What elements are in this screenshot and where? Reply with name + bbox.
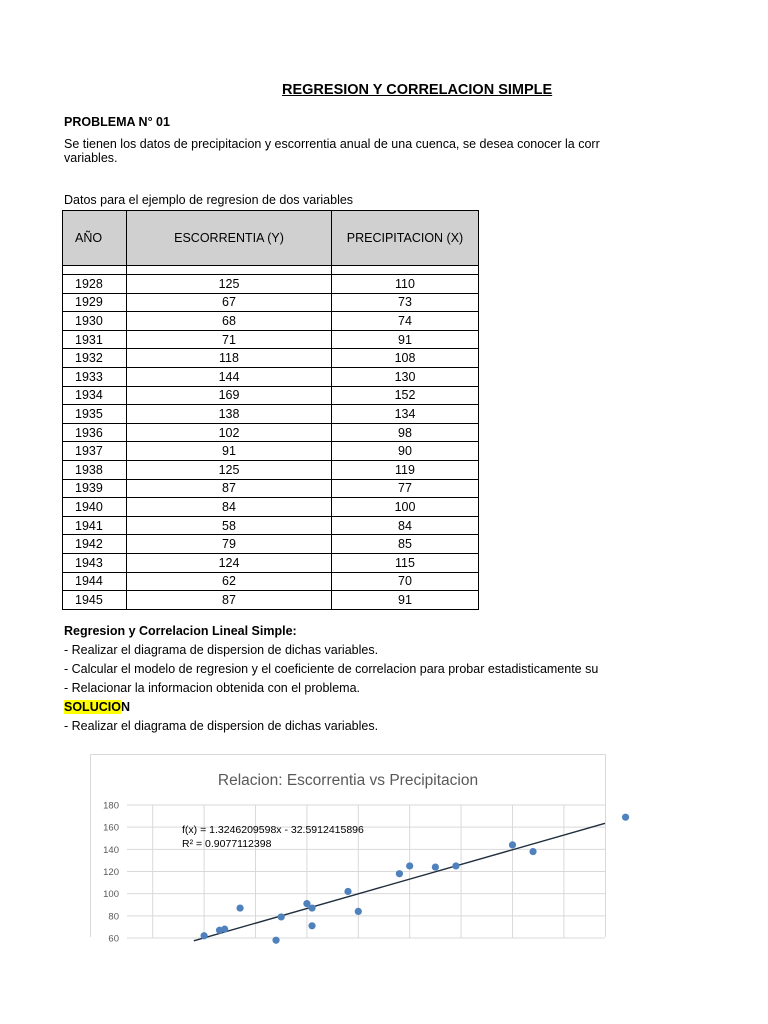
year-cell: 1942: [63, 535, 127, 554]
escorrentia-cell: 87: [127, 479, 332, 498]
task-item: - Calcular el modelo de regresion y el coeficiente de correlacion para probar estadisticamente su: [64, 662, 599, 676]
precipitacion-cell: 134: [332, 405, 479, 424]
scatter-point: [355, 908, 362, 915]
y-tick-label: 160: [103, 822, 119, 834]
scatter-point: [236, 904, 243, 911]
trendline-equation: f(x) = 1.3246209598x - 32.5912415896: [182, 824, 364, 836]
scatter-point: [272, 937, 279, 944]
precipitacion-cell: 90: [332, 442, 479, 461]
spacer-cell: [332, 266, 479, 275]
precipitacion-cell: 152: [332, 386, 479, 405]
escorrentia-cell: 91: [127, 442, 332, 461]
escorrentia-cell: 68: [127, 312, 332, 331]
y-tick-label: 140: [103, 844, 119, 856]
solution-highlight: SOLUCIO: [64, 700, 121, 714]
precipitacion-cell: 85: [332, 535, 479, 554]
table-row: [63, 535, 479, 554]
spacer-cell: [63, 266, 127, 275]
year-cell: 1941: [63, 516, 127, 535]
precipitacion-cell: 98: [332, 423, 479, 442]
year-cell: 1937: [63, 442, 127, 461]
year-cell: 1936: [63, 423, 127, 442]
precipitacion-cell: 84: [332, 516, 479, 535]
table-row: [63, 442, 479, 461]
table-row: [63, 405, 479, 424]
precipitacion-cell: 115: [332, 553, 479, 572]
table-caption: Datos para el ejemplo de regresion de dos variables: [64, 193, 354, 207]
precipitacion-cell: 74: [332, 312, 479, 331]
table-row: [63, 312, 479, 331]
scatter-point: [406, 862, 413, 869]
precipitacion-cell: 130: [332, 367, 479, 386]
year-cell: 1944: [63, 572, 127, 591]
y-tick-label: 100: [103, 889, 119, 901]
table-spacer-row: [63, 266, 479, 275]
precipitacion-cell: 108: [332, 349, 479, 368]
escorrentia-cell: 124: [127, 553, 332, 572]
y-tick-label: 180: [103, 800, 119, 812]
year-cell: 1930: [63, 312, 127, 331]
escorrentia-cell: 144: [127, 367, 332, 386]
tasks-heading: Regresion y Correlacion Lineal Simple:: [64, 624, 297, 638]
table-row: [63, 275, 479, 294]
header-escorrentia: ESCORRENTIA (Y): [127, 211, 332, 266]
year-cell: 1932: [63, 349, 127, 368]
table-row: [63, 553, 479, 572]
scatter-chart-svg: [91, 755, 605, 945]
header-precipitacion: PRECIPITACION (X): [332, 211, 479, 266]
year-cell: 1929: [63, 293, 127, 312]
scatter-point: [278, 913, 285, 920]
escorrentia-cell: 58: [127, 516, 332, 535]
precipitacion-cell: 119: [332, 460, 479, 479]
scatter-point: [221, 926, 228, 933]
precipitacion-cell: 70: [332, 572, 479, 591]
year-cell: 1928: [63, 275, 127, 294]
task-item: - Realizar el diagrama de dispersion de dichas variables.: [64, 643, 379, 657]
precipitacion-cell: 73: [332, 293, 479, 312]
data-table: [62, 210, 479, 610]
year-cell: 1933: [63, 367, 127, 386]
problem-statement: [64, 137, 604, 165]
escorrentia-cell: 125: [127, 460, 332, 479]
y-tick-label: 120: [103, 867, 119, 878]
table-header-row: [63, 211, 479, 266]
scatter-point: [200, 932, 207, 939]
r-squared-label: R² = 0.9077112398: [182, 838, 272, 850]
tasks-section: [64, 622, 604, 736]
table-row: [63, 423, 479, 442]
document-title: REGRESION Y CORRELACION SIMPLE: [282, 82, 553, 98]
scatter-point: [308, 922, 315, 929]
escorrentia-cell: 169: [127, 386, 332, 405]
scatter-point: [452, 862, 459, 869]
year-cell: 1939: [63, 479, 127, 498]
table-row: [63, 349, 479, 368]
scatter-point: [622, 814, 629, 821]
table-row: [63, 367, 479, 386]
escorrentia-cell: 67: [127, 293, 332, 312]
year-cell: 1934: [63, 386, 127, 405]
task-item: - Relacionar la informacion obtenida con el problema.: [64, 681, 360, 695]
y-tick-label: 60: [108, 933, 119, 945]
header-year: AÑO: [63, 211, 127, 266]
escorrentia-cell: 125: [127, 275, 332, 294]
year-cell: 1938: [63, 460, 127, 479]
escorrentia-cell: 138: [127, 405, 332, 424]
escorrentia-cell: 87: [127, 591, 332, 610]
table-row: [63, 572, 479, 591]
solution-item: - Realizar el diagrama de dispersion de dichas variables.: [64, 719, 379, 733]
table-row: [63, 460, 479, 479]
precipitacion-cell: 91: [332, 591, 479, 610]
year-cell: 1935: [63, 405, 127, 424]
problem-statement-line1: Se tienen los datos de precipitacion y escorrentia anual de una cuenca, se desea conocer la corr: [64, 137, 600, 151]
table-row: [63, 498, 479, 517]
precipitacion-cell: 110: [332, 275, 479, 294]
chart-title: Relacion: Escorrentia vs Precipitacion: [217, 772, 479, 789]
escorrentia-cell: 84: [127, 498, 332, 517]
scatter-point: [344, 888, 351, 895]
precipitacion-cell: 77: [332, 479, 479, 498]
precipitacion-cell: 91: [332, 330, 479, 349]
scatter-point: [396, 870, 403, 877]
scatter-chart: [90, 754, 606, 945]
escorrentia-cell: 71: [127, 330, 332, 349]
escorrentia-cell: 102: [127, 423, 332, 442]
scatter-point: [509, 841, 516, 848]
year-cell: 1931: [63, 330, 127, 349]
table-body: [63, 266, 479, 610]
scatter-point: [308, 904, 315, 911]
problem-statement-line2: variables.: [64, 151, 118, 165]
problem-heading: PROBLEMA N° 01: [64, 115, 170, 129]
year-cell: 1943: [63, 553, 127, 572]
solution-rest: N: [120, 700, 130, 714]
escorrentia-cell: 118: [127, 349, 332, 368]
table-row: [63, 330, 479, 349]
year-cell: 1945: [63, 591, 127, 610]
spacer-cell: [127, 266, 332, 275]
table-row: [63, 386, 479, 405]
scatter-point: [432, 863, 439, 870]
escorrentia-cell: 79: [127, 535, 332, 554]
table-row: [63, 479, 479, 498]
escorrentia-cell: 62: [127, 572, 332, 591]
solution-heading: [64, 698, 604, 717]
precipitacion-cell: 100: [332, 498, 479, 517]
table-row: [63, 516, 479, 535]
table-row: [63, 293, 479, 312]
year-cell: 1940: [63, 498, 127, 517]
y-tick-label: 80: [108, 911, 119, 923]
table-row: [63, 591, 479, 610]
scatter-point: [529, 848, 536, 855]
